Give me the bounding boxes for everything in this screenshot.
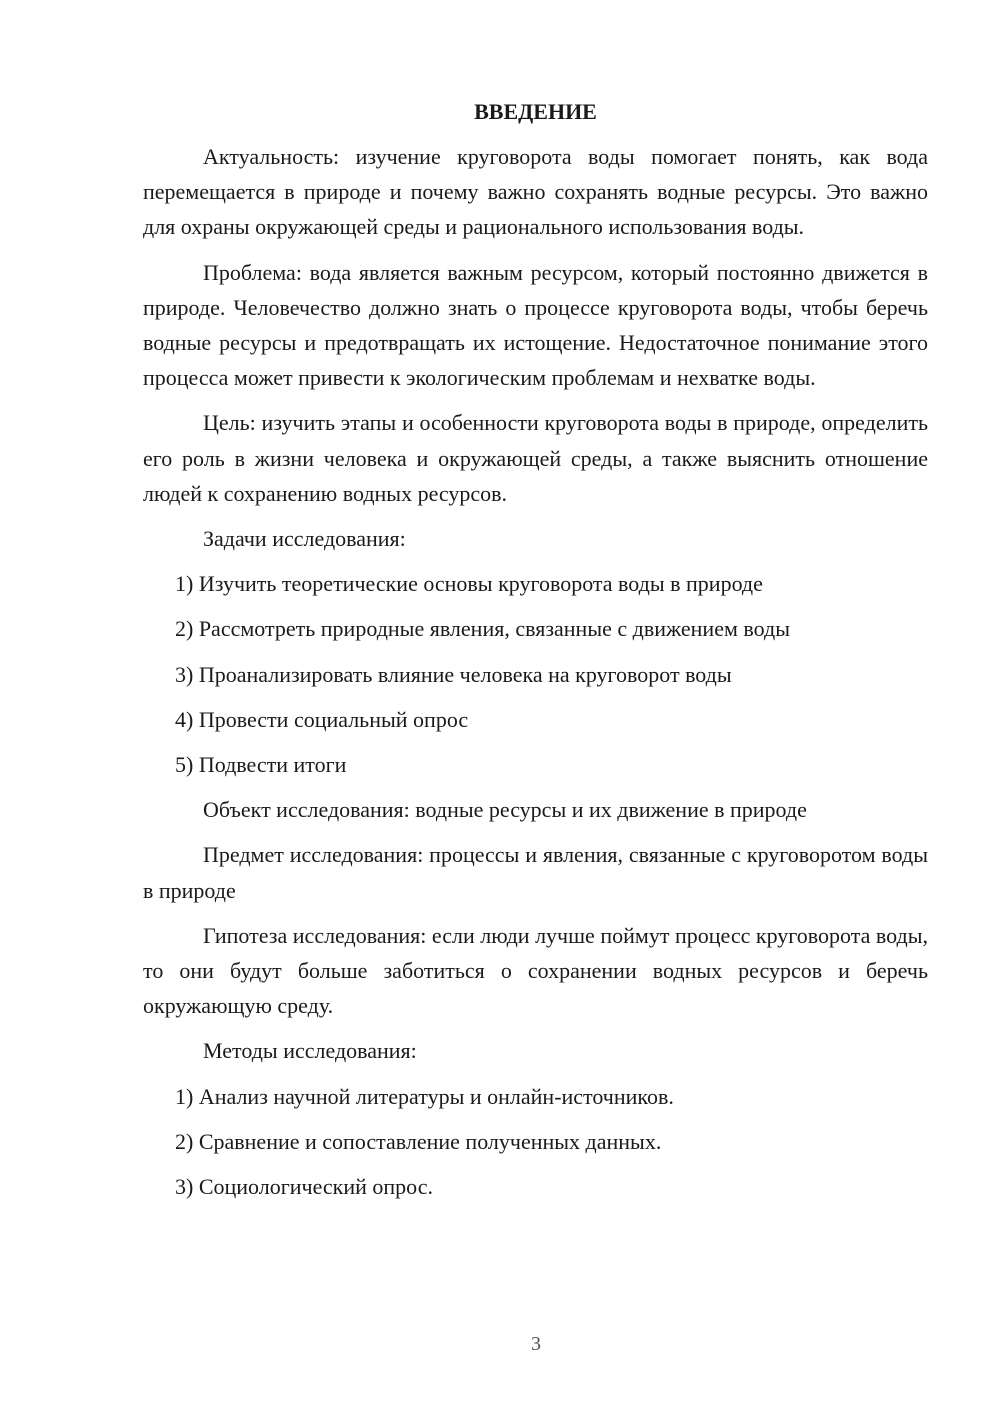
- hypothesis-paragraph: Гипотеза исследования: если люди лучше поймут процесс круговорота воды, то они будут больше заботиться о сохранении водных ресурсов и беречь окружающую среду.: [143, 922, 928, 1019]
- page-content: [143, 94, 928, 1214]
- list-item: 3) Социологический опрос.: [175, 1174, 433, 1200]
- list-item: 4) Провести социальный опрос: [175, 706, 469, 732]
- list-item: 1) Изучить теоретические основы круговорота воды в природе: [175, 571, 763, 597]
- list-item: 1) Анализ научной литературы и онлайн-источников.: [175, 1083, 674, 1109]
- object-paragraph: Объект исследования: водные ресурсы и их движение в природе: [203, 797, 807, 823]
- goal-paragraph: Цель: изучить этапы и особенности круговорота воды в природе, определить его роль в жизни человека и окружающей среды, а также выяснить отношение людей к сохранению водных ресурсов.: [143, 410, 928, 506]
- methods-list: [143, 1079, 928, 1205]
- page-title: ВВЕДЕНИЕ: [474, 99, 597, 124]
- list-item: 5) Подвести итоги: [175, 752, 347, 778]
- tasks-heading: Задачи исследования:: [203, 526, 406, 552]
- list-item: 2) Рассмотреть природные явления, связанные с движением воды: [175, 616, 790, 642]
- methods-heading: Методы исследования:: [203, 1038, 417, 1064]
- page-number: 3: [531, 1333, 541, 1355]
- subject-paragraph: Предмет исследования: процессы и явления, связанные с круговоротом воды в природе: [143, 842, 928, 903]
- list-item: 2) Сравнение и сопоставление полученных данных.: [175, 1128, 662, 1154]
- list-item: 3) Проанализировать влияние человека на круговорот воды: [175, 661, 732, 687]
- relevance-paragraph: Актуальность: изучение круговорота воды помогает понять, как вода перемещается в природе и почему важно сохранять водные ресурсы. Это важно для охраны окружающей среды и рационального использования воды.: [143, 144, 928, 240]
- problem-paragraph: Проблема: вода является важным ресурсом, который постоянно движется в природе. Человечество должно знать о процессе круговорота воды, чтобы беречь водные ресурсы и предотвращать их истощение. Недостаточное понимание этого процесса может привести к экологическим проблемам и нехватке воды.: [143, 259, 928, 391]
- tasks-list: [143, 566, 928, 782]
